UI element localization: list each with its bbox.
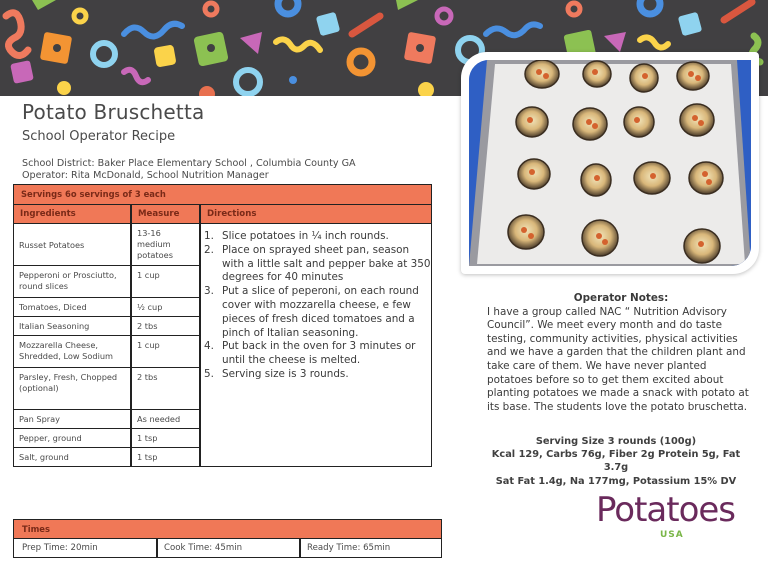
table-row: Pan Spray As needed xyxy=(14,410,199,429)
notes-title: Operator Notes: xyxy=(573,292,669,304)
table-row: Tomatoes, Diced ½ cup xyxy=(14,298,199,317)
direction-step: 1. Slice potatoes in ¼ inch rounds. xyxy=(204,230,389,242)
direction-step: 4. Put back in the oven for 3 minutes or until the cheese is melted. xyxy=(204,340,416,367)
column-measure: Measure xyxy=(138,209,180,219)
direction-step: 2. Place on sprayed sheet pan, season with a little salt and pepper bake at 350 degrees for 40 minutes xyxy=(204,243,431,284)
page-subtitle: School Operator Recipe xyxy=(22,129,176,144)
column-divider xyxy=(299,539,301,557)
table-row: Parsley, Fresh, Chopped (optional) 2 tbs xyxy=(14,368,199,410)
direction-step: 5. Serving size is 3 rounds. xyxy=(204,367,349,380)
column-divider xyxy=(156,539,158,557)
recipe-table xyxy=(13,184,432,467)
cook-time: Cook Time: 45min xyxy=(164,543,243,553)
column-divider xyxy=(199,205,201,466)
table-header xyxy=(14,205,431,224)
recipe-meta xyxy=(22,158,356,182)
table-row: Pepperoni or Prosciutto, round slices 1 cup xyxy=(14,266,199,298)
table-row: Russet Potatoes 13-16 medium potatoes xyxy=(14,224,199,266)
table-row: Salt, ground 1 tsp xyxy=(19,452,158,462)
potatoes-usa-logo xyxy=(594,490,736,545)
nutrition-line-1: Kcal 129, Carbs 76g, Fiber 2g Protein 5g, Fat 3.7g xyxy=(491,449,741,474)
table-row: Pepper, ground 1 tsp xyxy=(14,429,199,448)
times-header: Times xyxy=(14,520,441,539)
nutrition-line-2: Sat Fat 1.4g, Na 177mg, Potassium 15% DV xyxy=(495,475,737,487)
column-directions: Directions xyxy=(207,209,257,219)
direction-step: 3. Put a slice of peperoni, on each round cover with mozzarella cheese, e few pieces of fresh diced tomatoes and a pinch of Italian seasoning. xyxy=(204,285,419,339)
table-row: Mozzarella Cheese, Shredded, Low Sodium 1 cup xyxy=(14,336,199,368)
nutrition-facts xyxy=(482,435,750,488)
times-table xyxy=(13,519,442,558)
column-ingredients: Ingredients xyxy=(20,209,76,219)
bruschetta-photo xyxy=(469,60,751,266)
table-row: Italian Seasoning 2 tbs xyxy=(14,317,199,336)
logo-usa: USA xyxy=(660,530,684,540)
operator-name: Operator: Rita McDonald, School Nutrition Manager xyxy=(22,170,269,181)
serving-size: Serving Size 3 rounds (100g) xyxy=(535,436,697,447)
school-district: School District: Baker Place Elementary School , Columbia County GA xyxy=(22,158,356,169)
bruschetta-image-icon xyxy=(469,60,751,266)
servings-row: Servings 6o servings of 3 each xyxy=(14,185,431,205)
directions-list xyxy=(204,230,432,382)
prep-time: Prep Time: 20min xyxy=(22,543,98,553)
notes-body: I have a group called NAC “ Nutrition Advisory Council”. We meet every month and do taste testing, community activities, physical activities and we have a garden that the children plant and take care of them. We have never planted potatoes before so to get them excited about planting potatoes we made a snack with potato at its base. The students love the potato bruschetta. xyxy=(487,305,749,413)
page-title: Potato Bruschetta xyxy=(22,100,205,124)
operator-notes xyxy=(487,292,755,414)
photo-frame xyxy=(461,52,759,274)
ready-time: Ready Time: 65min xyxy=(307,543,391,553)
logo-wordmark: Potatoes xyxy=(596,490,736,530)
times-row xyxy=(14,539,441,557)
